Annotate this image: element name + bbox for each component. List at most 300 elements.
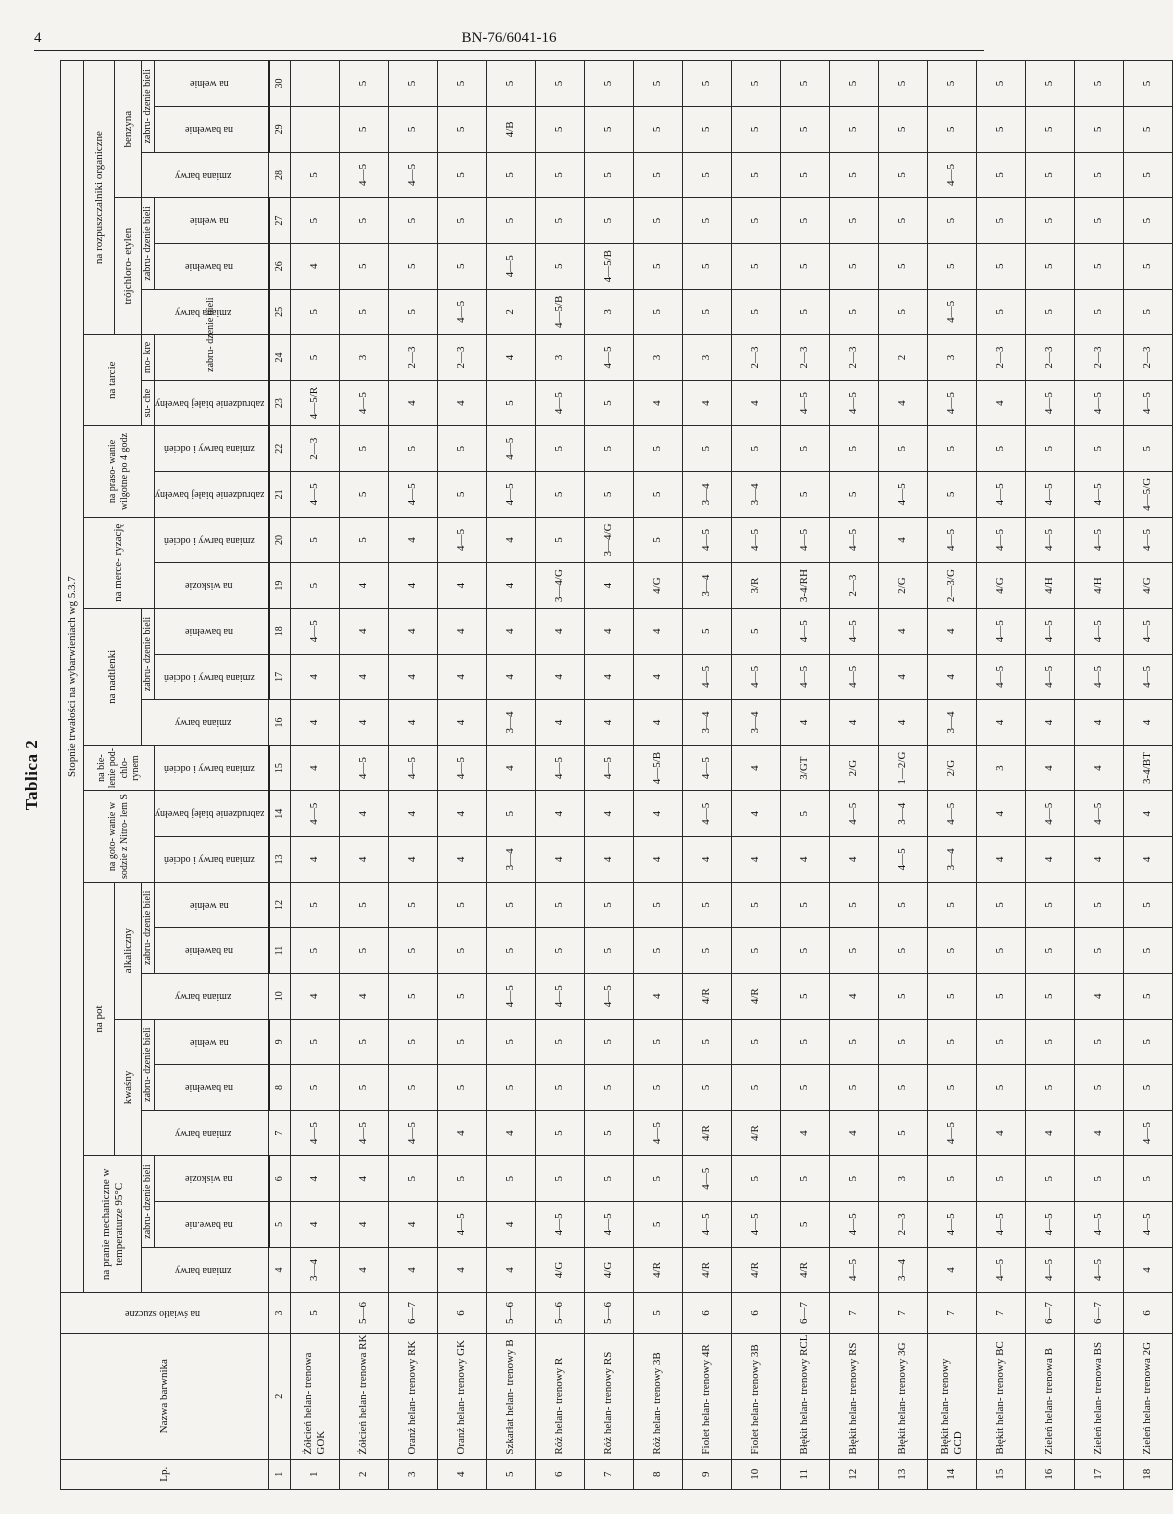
- cell-value: 5: [731, 1019, 780, 1065]
- table-row: [780, 61, 829, 1490]
- cell-value: 5: [388, 426, 437, 472]
- h-zmiana-barwy: zmiana barwy: [142, 152, 269, 198]
- row-number: 10: [731, 1459, 780, 1489]
- cell-value: 2—3: [780, 335, 829, 381]
- cell-value: 4: [780, 1110, 829, 1156]
- cell-value: 5: [780, 1156, 829, 1202]
- cell-value: 5: [339, 61, 388, 107]
- h-zmiana-barwy: zmiana barwy: [142, 973, 269, 1019]
- dye-name: Zieleń helan- trenowa BS: [1074, 1333, 1123, 1459]
- cell-value: 5: [682, 1019, 731, 1065]
- cell-value: 4: [290, 1156, 339, 1202]
- h-zmiana-barwy: zmiana barwy: [142, 700, 269, 746]
- cell-value: 4: [829, 1110, 878, 1156]
- h-c13: zmiana barwy i odcień: [154, 837, 269, 883]
- cell-value: 5: [388, 1065, 437, 1111]
- cell-value: 5: [976, 882, 1025, 928]
- cell-value: 5: [878, 198, 927, 244]
- cell-value: 5: [731, 1065, 780, 1111]
- cell-value: 5: [878, 152, 927, 198]
- cell-value: 3—4: [927, 700, 976, 746]
- row-number: 3: [388, 1459, 437, 1489]
- cell-value: 4: [633, 791, 682, 837]
- cell-value: 5: [633, 1019, 682, 1065]
- cell-value: 5: [290, 1065, 339, 1111]
- cell-value: 5: [388, 1156, 437, 1202]
- cell-value: 5: [437, 1019, 486, 1065]
- cell-value: 4/G: [1123, 563, 1172, 609]
- dye-name: Błękit helan- trenowy GCD: [927, 1333, 976, 1459]
- cell-value: 4: [388, 791, 437, 837]
- cell-value: 5: [780, 61, 829, 107]
- cell-value: 5: [290, 563, 339, 609]
- cell-value: 3—4: [878, 791, 927, 837]
- cell-value: 4—5: [1074, 608, 1123, 654]
- cell-value: 5: [437, 243, 486, 289]
- cell-value: 5: [829, 289, 878, 335]
- cell-value: 4: [1074, 837, 1123, 883]
- cell-value: 4: [927, 1247, 976, 1293]
- cell-value: 5: [780, 107, 829, 153]
- cell-value: 4—5: [829, 791, 878, 837]
- cell-value: 6—7: [780, 1293, 829, 1334]
- column-number: 26: [269, 243, 291, 289]
- cell-value: 2—3: [1025, 335, 1074, 381]
- h-zmiana-barwy: zmiana barwy: [142, 1247, 269, 1293]
- table-row: [682, 61, 731, 1490]
- cell-value: 4: [584, 791, 633, 837]
- cell-value: 4—5: [829, 517, 878, 563]
- cell-value: 4—5: [1025, 1247, 1074, 1293]
- row-number: 14: [927, 1459, 976, 1489]
- cell-value: 4: [486, 1202, 535, 1248]
- cell-value: 5: [535, 1065, 584, 1111]
- cell-value: 5: [339, 882, 388, 928]
- cell-value: 5: [1074, 152, 1123, 198]
- cell-value: 5: [437, 426, 486, 472]
- cell-value: 4: [437, 654, 486, 700]
- cell-value: 5: [829, 472, 878, 518]
- cell-value: 5: [388, 928, 437, 974]
- benzyna-zabrudzenie: zabru- dzenie bieli: [142, 61, 155, 153]
- cell-value: 4—5: [584, 335, 633, 381]
- nadtlenki-zabrudzenie: zabru- dzenie bieli: [142, 608, 155, 699]
- cell-value: 5: [1074, 928, 1123, 974]
- cell-value: 5: [682, 289, 731, 335]
- cell-value: 5: [878, 61, 927, 107]
- h-c22: zabrudzenie białej bawełny: [154, 380, 269, 426]
- cell-value: 4—5: [486, 973, 535, 1019]
- cell-value: 4: [339, 791, 388, 837]
- cell-value: 5: [584, 380, 633, 426]
- cell-value: 4: [535, 700, 584, 746]
- cell-value: 5: [437, 198, 486, 244]
- cell-value: 4—5: [437, 745, 486, 791]
- cell-value: 3—4: [486, 700, 535, 746]
- cell-value: 4: [1123, 837, 1172, 883]
- cell-value: 5: [1025, 1156, 1074, 1202]
- cell-value: 4—5: [535, 380, 584, 426]
- cell-value: 2—3: [1074, 335, 1123, 381]
- table-row: [829, 61, 878, 1490]
- cell-value: 4: [780, 837, 829, 883]
- dye-name: Błękit helan- trenowy RCL: [780, 1333, 829, 1459]
- cell-value: [290, 107, 339, 153]
- cell-value: 5: [878, 1110, 927, 1156]
- cell-value: 4/R: [682, 1247, 731, 1293]
- cell-value: 5: [633, 152, 682, 198]
- cell-value: 5: [388, 61, 437, 107]
- cell-value: 4—5: [976, 1247, 1025, 1293]
- cell-value: 5: [731, 61, 780, 107]
- cell-value: 5: [1123, 107, 1172, 153]
- cell-value: 5: [927, 61, 976, 107]
- cell-value: 4—5: [535, 745, 584, 791]
- cell-value: 5: [584, 472, 633, 518]
- h-zmiana-barwy: zmiana barwy: [142, 289, 269, 335]
- h-c8: na bawełnie: [154, 1065, 269, 1111]
- cell-value: 4—5: [339, 380, 388, 426]
- cell-value: 2: [878, 335, 927, 381]
- cell-value: 4—5: [682, 791, 731, 837]
- h-c12: na wełnie: [154, 882, 269, 928]
- column-number: 19: [269, 563, 291, 609]
- cell-value: 4—5: [486, 472, 535, 518]
- dye-name: Zieleń helan- trenowa B: [1025, 1333, 1074, 1459]
- h-c20: zabrudzenie białej bawełny: [154, 472, 269, 518]
- cell-value: 4: [584, 700, 633, 746]
- dye-name: Róż helan- trenowy 3B: [633, 1333, 682, 1459]
- table-row: [535, 61, 584, 1490]
- cell-value: 3—4/G: [535, 563, 584, 609]
- cell-value: 4: [290, 1202, 339, 1248]
- cell-value: 2/G: [927, 745, 976, 791]
- cell-value: 4: [976, 380, 1025, 426]
- kwasny-zabrudzenie: zabru- dzenie bieli: [142, 1019, 155, 1110]
- page-header: [34, 24, 984, 51]
- cell-value: 4—5: [927, 1202, 976, 1248]
- cell-value: 4—5: [339, 1110, 388, 1156]
- cell-value: 5: [682, 152, 731, 198]
- cell-value: 5: [927, 107, 976, 153]
- cell-value: 6: [731, 1293, 780, 1334]
- cell-value: 6: [1123, 1293, 1172, 1334]
- cell-value: 5: [1025, 1065, 1074, 1111]
- cell-value: 5: [535, 472, 584, 518]
- cell-value: 3—4/G: [584, 517, 633, 563]
- cell-value: 4: [437, 837, 486, 883]
- tarcie-suche: su- che: [142, 380, 155, 426]
- cell-value: 4: [976, 700, 1025, 746]
- cell-value: 5: [976, 61, 1025, 107]
- column-number: 18: [269, 608, 291, 654]
- table-row: [976, 61, 1025, 1490]
- cell-value: 5: [829, 928, 878, 974]
- cell-value: 4—5: [927, 1110, 976, 1156]
- column-number: 11: [269, 928, 291, 974]
- cell-value: 4—5: [976, 1202, 1025, 1248]
- cell-value: 5: [339, 198, 388, 244]
- cell-value: 4—5: [486, 243, 535, 289]
- cell-value: 4—5: [1025, 1202, 1074, 1248]
- cell-value: 4: [829, 837, 878, 883]
- cell-value: 5: [535, 426, 584, 472]
- h-c11: na bawełnie: [154, 928, 269, 974]
- h-c19: zmiana barwy i odcień: [154, 517, 269, 563]
- dye-name: Żółcień helan- trenowa GOK: [290, 1333, 339, 1459]
- cell-value: 5: [535, 198, 584, 244]
- row-number: 8: [633, 1459, 682, 1489]
- cell-value: 5: [976, 152, 1025, 198]
- column-number: 5: [269, 1202, 291, 1248]
- cell-value: 4: [437, 380, 486, 426]
- cell-value: 7: [878, 1293, 927, 1334]
- cell-value: 4: [976, 837, 1025, 883]
- cell-value: 5: [976, 1019, 1025, 1065]
- cell-value: 4—5: [1074, 1202, 1123, 1248]
- h-c5: na bawe.nie: [154, 1202, 269, 1248]
- cell-value: 5: [535, 107, 584, 153]
- cell-value: 4—5: [731, 517, 780, 563]
- table-row: [437, 61, 486, 1490]
- cell-value: 5: [829, 198, 878, 244]
- cell-value: 4: [976, 791, 1025, 837]
- subgroup-trojchloro: trójchloro- etylen: [115, 198, 142, 335]
- cell-value: 4/R: [780, 1247, 829, 1293]
- cell-value: 5: [829, 61, 878, 107]
- h-c23-24: zabru- dzenie bieli: [154, 289, 269, 380]
- cell-value: 5: [486, 61, 535, 107]
- cell-value: 5: [829, 1156, 878, 1202]
- column-number: 21: [269, 472, 291, 518]
- group-tarcie: na tarcie: [84, 335, 142, 426]
- cell-value: 4: [1025, 745, 1074, 791]
- cell-value: 5: [927, 243, 976, 289]
- column-number: 17: [269, 654, 291, 700]
- cell-value: 4—5: [780, 654, 829, 700]
- cell-value: 4—5: [1074, 380, 1123, 426]
- column-number: 28: [269, 152, 291, 198]
- cell-value: 3—4: [682, 700, 731, 746]
- cell-value: 4: [437, 1110, 486, 1156]
- column-number: 29: [269, 107, 291, 153]
- cell-value: [290, 61, 339, 107]
- dye-name: Fiolet helan- trenowy 3B: [731, 1333, 780, 1459]
- cell-value: 6—7: [1025, 1293, 1074, 1334]
- cell-value: 4—5: [780, 608, 829, 654]
- cell-value: 4—5: [1074, 517, 1123, 563]
- cell-value: 4—5/G: [1123, 472, 1172, 518]
- cell-value: 2/G: [878, 563, 927, 609]
- dye-name: Oranż helan- trenowy RK: [388, 1333, 437, 1459]
- cell-value: 5: [486, 928, 535, 974]
- cell-value: 5: [878, 107, 927, 153]
- cell-value: 5: [339, 517, 388, 563]
- column-number: 16: [269, 700, 291, 746]
- cell-value: 4: [339, 700, 388, 746]
- cell-value: 5: [731, 107, 780, 153]
- cell-value: 5: [927, 928, 976, 974]
- cell-value: 4—5: [878, 472, 927, 518]
- cell-value: 5—6: [486, 1293, 535, 1334]
- cell-value: 4—5: [731, 654, 780, 700]
- pranie-zabrudzenie: zabru- dzenie bieli: [142, 1156, 155, 1247]
- cell-value: 4—5: [1025, 654, 1074, 700]
- group-merceryzacje: na merce- ryzację: [84, 517, 155, 608]
- dye-name: Róż helan- trenowy RS: [584, 1333, 633, 1459]
- cell-value: 4—5: [927, 791, 976, 837]
- document-code: BN-76/6041-16: [461, 30, 557, 46]
- cell-value: 5: [1074, 61, 1123, 107]
- cell-value: 5: [633, 198, 682, 244]
- cell-value: 5: [976, 289, 1025, 335]
- row-number: 17: [1074, 1459, 1123, 1489]
- row-number: 16: [1025, 1459, 1074, 1489]
- cell-value: 4: [878, 700, 927, 746]
- cell-value: 5: [829, 1019, 878, 1065]
- cell-value: 4: [633, 380, 682, 426]
- cell-value: 5: [290, 882, 339, 928]
- cell-value: 4—5: [976, 517, 1025, 563]
- row-number: 2: [339, 1459, 388, 1489]
- table-row: [339, 61, 388, 1490]
- cell-value: 5: [1025, 289, 1074, 335]
- cell-value: 4—5: [339, 152, 388, 198]
- cell-value: 5: [290, 1019, 339, 1065]
- cell-value: 4—5: [584, 973, 633, 1019]
- cell-value: 5: [584, 198, 633, 244]
- cell-value: 5: [1074, 1156, 1123, 1202]
- cell-value: 4—5: [927, 289, 976, 335]
- cell-value: 4—5: [388, 152, 437, 198]
- h-zmiana-barwy: zmiana barwy: [142, 1110, 269, 1156]
- column-number: 7: [269, 1110, 291, 1156]
- cell-value: 4/R: [731, 1110, 780, 1156]
- cell-value: 5: [633, 1156, 682, 1202]
- cell-value: 5: [633, 1293, 682, 1334]
- cell-value: 5: [682, 1065, 731, 1111]
- cell-value: 4: [339, 563, 388, 609]
- cell-value: 5: [976, 928, 1025, 974]
- cell-value: 4: [486, 517, 535, 563]
- cell-value: 5: [1025, 243, 1074, 289]
- cell-value: 5: [290, 517, 339, 563]
- cell-value: 4: [780, 700, 829, 746]
- cell-value: 5: [1025, 152, 1074, 198]
- cell-value: 5: [780, 973, 829, 1019]
- cell-value: 5: [780, 791, 829, 837]
- cell-value: 5: [927, 1065, 976, 1111]
- cell-value: 2—3: [878, 1202, 927, 1248]
- group-nadtlenki: na nadtlenki: [84, 608, 142, 745]
- cell-value: 5: [1074, 107, 1123, 153]
- table-row: [633, 61, 682, 1490]
- cell-value: 5: [633, 243, 682, 289]
- cell-value: 4—5: [290, 1110, 339, 1156]
- cell-value: 4: [290, 745, 339, 791]
- column-number: 3: [269, 1293, 291, 1334]
- column-number: 8: [269, 1065, 291, 1111]
- cell-value: 2—3/G: [927, 563, 976, 609]
- cell-value: 5: [535, 882, 584, 928]
- cell-value: 4: [1123, 1247, 1172, 1293]
- cell-value: 5: [584, 928, 633, 974]
- cell-value: 4: [339, 973, 388, 1019]
- cell-value: 4: [486, 1247, 535, 1293]
- cell-value: 4: [633, 608, 682, 654]
- cell-value: 4—5: [388, 472, 437, 518]
- cell-value: 4—5: [1025, 517, 1074, 563]
- cell-value: 4/B: [486, 107, 535, 153]
- cell-value: 4: [633, 837, 682, 883]
- cell-value: 4—5: [829, 1247, 878, 1293]
- cell-value: 4: [927, 608, 976, 654]
- cell-value: 5: [731, 608, 780, 654]
- cell-value: 5: [437, 61, 486, 107]
- cell-value: 5—6: [339, 1293, 388, 1334]
- cell-value: 1—2/G: [878, 745, 927, 791]
- cell-value: 5: [731, 289, 780, 335]
- cell-value: 5: [290, 335, 339, 381]
- cell-value: 5: [927, 198, 976, 244]
- cell-value: 4: [584, 837, 633, 883]
- column-number: 15: [269, 745, 291, 791]
- cell-value: 4—5: [1074, 654, 1123, 700]
- cell-value: 4: [1025, 837, 1074, 883]
- cell-value: 4: [437, 563, 486, 609]
- cell-value: 4/G: [633, 563, 682, 609]
- cell-value: 5: [878, 973, 927, 1019]
- cell-value: 5: [829, 1065, 878, 1111]
- cell-value: 4—5: [682, 517, 731, 563]
- table-row: [878, 61, 927, 1490]
- cell-value: 5: [1123, 198, 1172, 244]
- column-number: 14: [269, 791, 291, 837]
- cell-value: 5: [780, 1202, 829, 1248]
- cell-value: 5: [878, 928, 927, 974]
- cell-value: 4: [731, 837, 780, 883]
- cell-value: 5: [486, 380, 535, 426]
- cell-value: 4: [535, 837, 584, 883]
- cell-value: 4—5: [1123, 608, 1172, 654]
- cell-value: 5: [878, 289, 927, 335]
- cell-value: 4: [878, 654, 927, 700]
- table-caption: Tablica 2: [22, 739, 41, 811]
- cell-value: 5: [682, 608, 731, 654]
- cell-value: 5: [1123, 243, 1172, 289]
- cell-value: 4—5: [1074, 791, 1123, 837]
- cell-value: 5: [388, 882, 437, 928]
- dye-name: Błękit helan- trenowy 3G: [878, 1333, 927, 1459]
- cell-value: 5: [486, 791, 535, 837]
- cell-value: 4—5/B: [535, 289, 584, 335]
- cell-value: 7: [927, 1293, 976, 1334]
- cell-value: 5: [829, 152, 878, 198]
- table-row: [486, 61, 535, 1490]
- cell-value: 5: [633, 1065, 682, 1111]
- cell-value: 5: [388, 198, 437, 244]
- cell-value: 6—7: [388, 1293, 437, 1334]
- cell-value: 5: [339, 426, 388, 472]
- cell-value: 4: [1025, 1110, 1074, 1156]
- row-number: 4: [437, 1459, 486, 1489]
- cell-value: 4: [339, 608, 388, 654]
- subgroup-kwasny: kwaśny: [115, 1019, 142, 1156]
- cell-value: 4/R: [682, 1110, 731, 1156]
- row-number: 1: [290, 1459, 339, 1489]
- cell-value: 3: [339, 335, 388, 381]
- cell-value: 4: [388, 1202, 437, 1248]
